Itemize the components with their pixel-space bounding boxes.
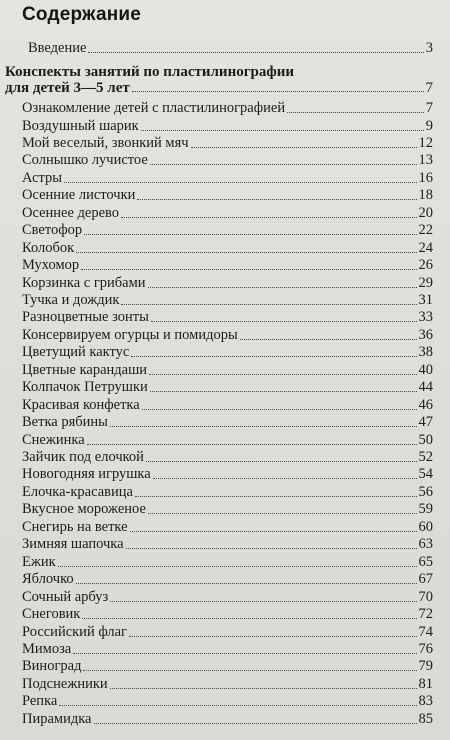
dot-leader [149,374,416,375]
dot-leader [287,112,424,113]
dot-leader [121,304,416,305]
dot-leader [146,461,417,462]
toc-entry [22,693,433,710]
dot-leader [110,426,417,427]
toc-entry [22,519,433,536]
toc-entry-label: Вкусное мороженое [22,501,146,518]
toc-entry-page: 26 [418,257,433,273]
toc-entry-page: 47 [418,414,433,431]
dot-leader [110,601,416,602]
toc-entry [22,257,433,274]
dot-leader [76,252,416,253]
toc-entry [22,484,433,501]
toc-entry-label: Тучка и дождик [22,291,120,308]
dot-leader [137,199,416,200]
toc-entry-label: Ветка рябины [22,414,108,431]
toc-entry-label: Цветущий кактус [22,344,130,361]
dot-leader [141,130,424,131]
toc-entry-label: Яблочко [22,571,74,588]
toc-entry-label: Мимоза [22,640,72,657]
dot-leader [142,409,417,410]
dot-leader [73,653,416,654]
toc-entry [22,327,433,344]
toc-entry-page: 20 [418,204,433,221]
toc-entry-page: 36 [418,326,433,343]
dot-leader [58,566,417,567]
dot-leader [76,583,417,584]
dot-leader [126,548,417,549]
toc-entry-page: 31 [418,291,433,308]
toc-entry-page: 40 [418,361,433,378]
toc-entry-label: Мухомор [22,257,80,273]
dot-leader [82,618,416,619]
toc-entry-page: 50 [418,431,433,448]
toc-entry-label: Введение [28,40,87,56]
toc-entry-page: 16 [418,169,433,186]
toc-entry-label: Российский флаг [22,623,127,640]
dot-leader [87,444,417,445]
toc-entry-page: 12 [418,134,433,151]
dot-leader [131,356,416,357]
toc-entry-label: Осеннее дерево [22,204,120,221]
dot-leader [150,164,417,165]
dot-leader [150,391,417,392]
toc-entry-page: 67 [418,571,433,588]
dot-leader [110,688,417,689]
section-title [5,64,433,96]
toc-entry [22,379,433,396]
toc-entry-label: Мой веселый, звонкий мяч [22,134,189,151]
toc-entry [22,152,433,169]
toc-entry-label: Астры [22,169,63,186]
toc-entry-page: 72 [418,606,433,622]
toc-entry-label: Пирамидка [22,710,92,727]
toc-entry-label: Елочка-красавица [22,483,133,500]
toc-entry-page: 70 [418,588,433,605]
toc-entry-page: 18 [418,187,433,204]
toc-entry-label: Зимняя шапочка [22,536,124,553]
toc-entry-page: 33 [418,309,433,326]
toc-entry [22,571,433,588]
toc-entry-page: 7 [425,100,433,116]
toc-entry [22,362,433,379]
toc-entry [22,205,433,222]
toc-entry [22,466,433,483]
dot-leader [151,321,417,322]
toc-entry-page: 60 [418,518,433,535]
toc-entry [22,711,433,728]
toc-entry-page: 59 [418,501,433,518]
dot-leader [191,147,417,148]
dot-leader [64,182,416,183]
toc-entry-label: Осенние листочки [22,187,136,204]
toc-entry [22,118,433,135]
toc-entry-label: Цветные карандаши [22,361,148,378]
toc-entry-label: Сочный арбуз [22,588,109,605]
dot-leader [135,496,417,497]
toc-entry-label: Снежинка [22,431,85,448]
toc-entry-label: Красивая конфетка [22,396,140,413]
toc-entry [22,222,433,239]
toc-entry [22,449,433,466]
toc-entry [22,414,433,431]
toc-entry-page: 56 [418,483,433,500]
toc-entry-page: 22 [418,222,433,239]
toc-entry-label: Ознакомление детей с пластилинографией [22,100,286,116]
dot-leader [94,723,417,724]
dot-leader [84,234,416,235]
toc-entry-page: 79 [418,658,433,675]
toc-entry-page: 13 [418,152,433,169]
toc-entry-page: 38 [418,344,433,361]
dot-leader [130,531,417,532]
dot-leader [240,339,417,340]
toc-entry [22,309,433,326]
toc-entry-label: Воздушный шарик [22,117,139,134]
toc-entry-label: Колпачок Петрушки [22,379,148,396]
dot-leader [129,636,417,637]
dot-leader [153,478,417,479]
toc-entry [22,641,433,658]
dot-leader [121,217,416,218]
toc-entry [22,344,433,361]
toc-entry [22,397,433,414]
toc-entry [22,100,433,117]
toc-entry-label: Репка [22,693,58,710]
toc-entry [22,187,433,204]
section-page: 7 [425,80,433,96]
toc-entry-label: Корзинка с грибами [22,274,146,291]
page-heading: Содержание [22,4,142,25]
toc-entry [22,432,433,449]
toc-entry-page: 3 [425,40,433,56]
toc-entry-label: Подснежники [22,675,108,692]
section-title-line2-row [5,80,433,96]
toc-entry-page: 83 [418,693,433,710]
toc-entry-page: 63 [418,536,433,553]
toc-entry-label: Снеговик [22,606,81,622]
toc-entry-page: 44 [418,379,433,396]
toc-entry [22,501,433,518]
dot-leader [148,513,417,514]
toc-entry [22,554,433,571]
toc-entry [22,275,433,292]
toc-entry-intro [28,40,433,57]
toc-entry-label: Солнышко лучистое [22,152,148,169]
dot-leader [81,269,416,270]
toc-entry-page: 85 [418,710,433,727]
toc-entry-label: Консервируем огурцы и помидоры [22,326,238,343]
toc-entry [22,624,433,641]
section-title-line2: для детей 3—5 лет [5,80,130,96]
toc-entry-page: 9 [425,117,433,134]
toc-entry-page: 65 [418,553,433,570]
toc-entry-page: 24 [418,239,433,256]
toc-entry-page: 54 [418,466,433,483]
toc-entry [22,589,433,606]
dot-leader [148,287,417,288]
toc-entry [22,606,433,623]
toc-entry-label: Новогодняя игрушка [22,466,151,483]
toc-entry-label: Ежик [22,553,56,570]
dot-leader [59,705,416,706]
toc-entry [22,170,433,187]
toc-entry-page: 52 [418,449,433,465]
toc-entry-label: Снегирь на ветке [22,518,128,535]
toc-entry-label: Разноцветные зонты [22,309,149,326]
toc-entry-label: Колобок [22,239,75,256]
toc-entry-label: Светофор [22,222,83,239]
toc-entry [22,135,433,152]
dot-leader [132,91,424,92]
toc-entry [22,536,433,553]
toc-entry-page: 46 [418,396,433,413]
dot-leader [83,670,416,671]
toc-entry-label: Зайчик под елочкой [22,449,144,465]
toc-entry-label: Виноград [22,658,82,675]
toc-entry-page: 76 [418,640,433,657]
toc-entry [22,658,433,675]
toc-entry-page: 81 [418,675,433,692]
toc-entry [22,292,433,309]
toc-entry-page: 29 [418,274,433,291]
dot-leader [88,52,423,53]
toc-entry [22,240,433,257]
section-title-line1: Конспекты занятий по пластилинографии [5,64,295,80]
toc-entry-page: 74 [418,623,433,640]
toc-entry [22,676,433,693]
